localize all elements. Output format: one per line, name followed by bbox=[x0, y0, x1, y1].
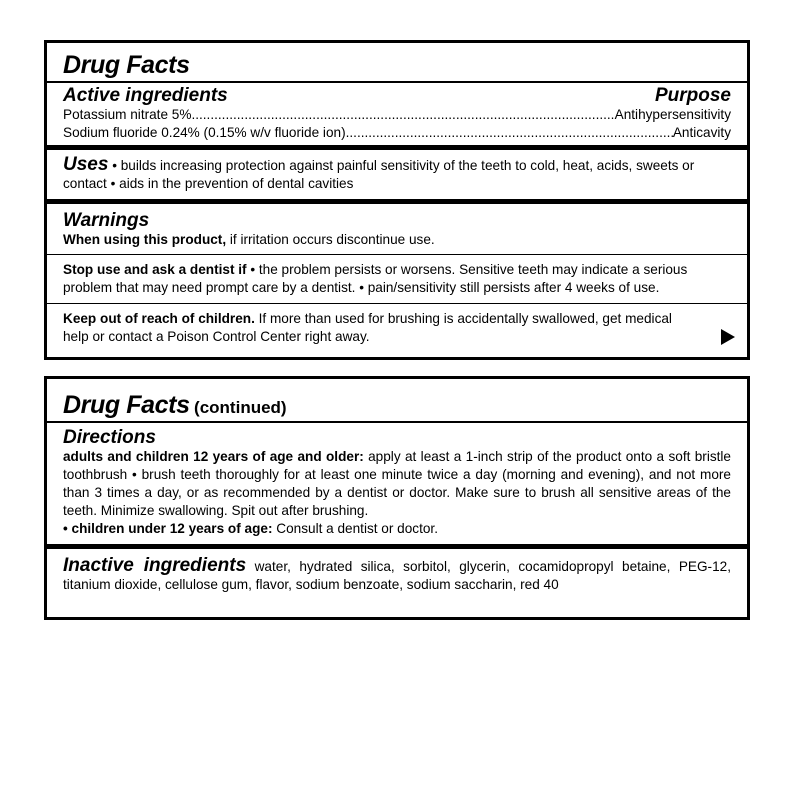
drug-facts-title: Drug Facts bbox=[63, 51, 190, 79]
keep-out-label: Keep out of reach of children. bbox=[63, 311, 255, 326]
keep-out-body: If more than used for brushing is accidentally swallowed, get medical help or contact a Poison Control Center right away. bbox=[63, 311, 672, 344]
children-directions bbox=[63, 520, 731, 538]
uses-section bbox=[47, 150, 747, 199]
inactive-ingredients-text: water, hydrated silica, sorbitol, glycerin, cocamidopropyl betaine, PEG-12, titanium dioxide, cellulose gum, flavor, sodium benzoate, sodium saccharin, red 40 bbox=[63, 559, 731, 592]
directions-label: adults and children 12 years of age and older: bbox=[63, 449, 364, 464]
uses-text: • builds increasing protection against painful sensitivity of the teeth to cold, heat, acids, sweets or contact • aids in the prevention of dental cavities bbox=[63, 158, 695, 191]
inactive-ingredients-heading: Inactive ingredients bbox=[63, 555, 247, 576]
active-ingredients-heading: Active ingredients bbox=[63, 85, 228, 106]
uses-heading: Uses bbox=[63, 154, 109, 175]
warnings-heading: Warnings bbox=[63, 210, 150, 231]
ingredient-row bbox=[63, 124, 731, 142]
purpose-heading: Purpose bbox=[654, 85, 731, 106]
stop-use-label: Stop use and ask a dentist if bbox=[63, 262, 247, 277]
directions-body: apply at least a 1-inch strip of the product onto a soft bristle toothbrush • brush teeth thoroughly for at least one minute twice a day (morning and evening), and not more than 3 times a day, or as recommended by a dentist or doctor. Make sure to brush all sensitive areas of the teeth. Minimize swallowing. Spit out after brushing. bbox=[63, 449, 731, 518]
continued-label: (continued) bbox=[194, 398, 287, 417]
drug-facts-panel bbox=[44, 40, 750, 360]
children-label: • children under 12 years of age: bbox=[63, 521, 273, 536]
right-triangle-icon bbox=[721, 329, 735, 345]
when-using-text bbox=[63, 231, 731, 249]
inactive-ingredients-section bbox=[47, 549, 747, 594]
stop-use-body: • the problem persists or worsens. Sensitive teeth may indicate a serious problem that may need prompt care by a dentist. • pain/sensitivity still persists after 4 weeks of use. bbox=[63, 262, 688, 295]
when-using-body: if irritation occurs discontinue use. bbox=[226, 232, 435, 247]
directions-text bbox=[63, 448, 731, 520]
directions-heading: Directions bbox=[63, 427, 156, 448]
drug-facts-continued-panel bbox=[44, 376, 750, 620]
stop-use-text bbox=[47, 255, 747, 303]
drug-facts-continued-title: Drug Facts bbox=[63, 391, 190, 419]
ingredient-purpose: Antihypersensitivity bbox=[614, 107, 731, 122]
when-using-label: When using this product, bbox=[63, 232, 227, 247]
ingredient-name: Sodium fluoride 0.24% (0.15% w/v fluoride ion) bbox=[63, 125, 346, 140]
ingredient-purpose: Anticavity bbox=[672, 125, 731, 140]
ingredient-name: Potassium nitrate 5% bbox=[63, 107, 192, 122]
children-body: Consult a dentist or doctor. bbox=[272, 521, 438, 536]
ingredient-row bbox=[63, 106, 731, 124]
keep-out-text bbox=[47, 304, 747, 346]
